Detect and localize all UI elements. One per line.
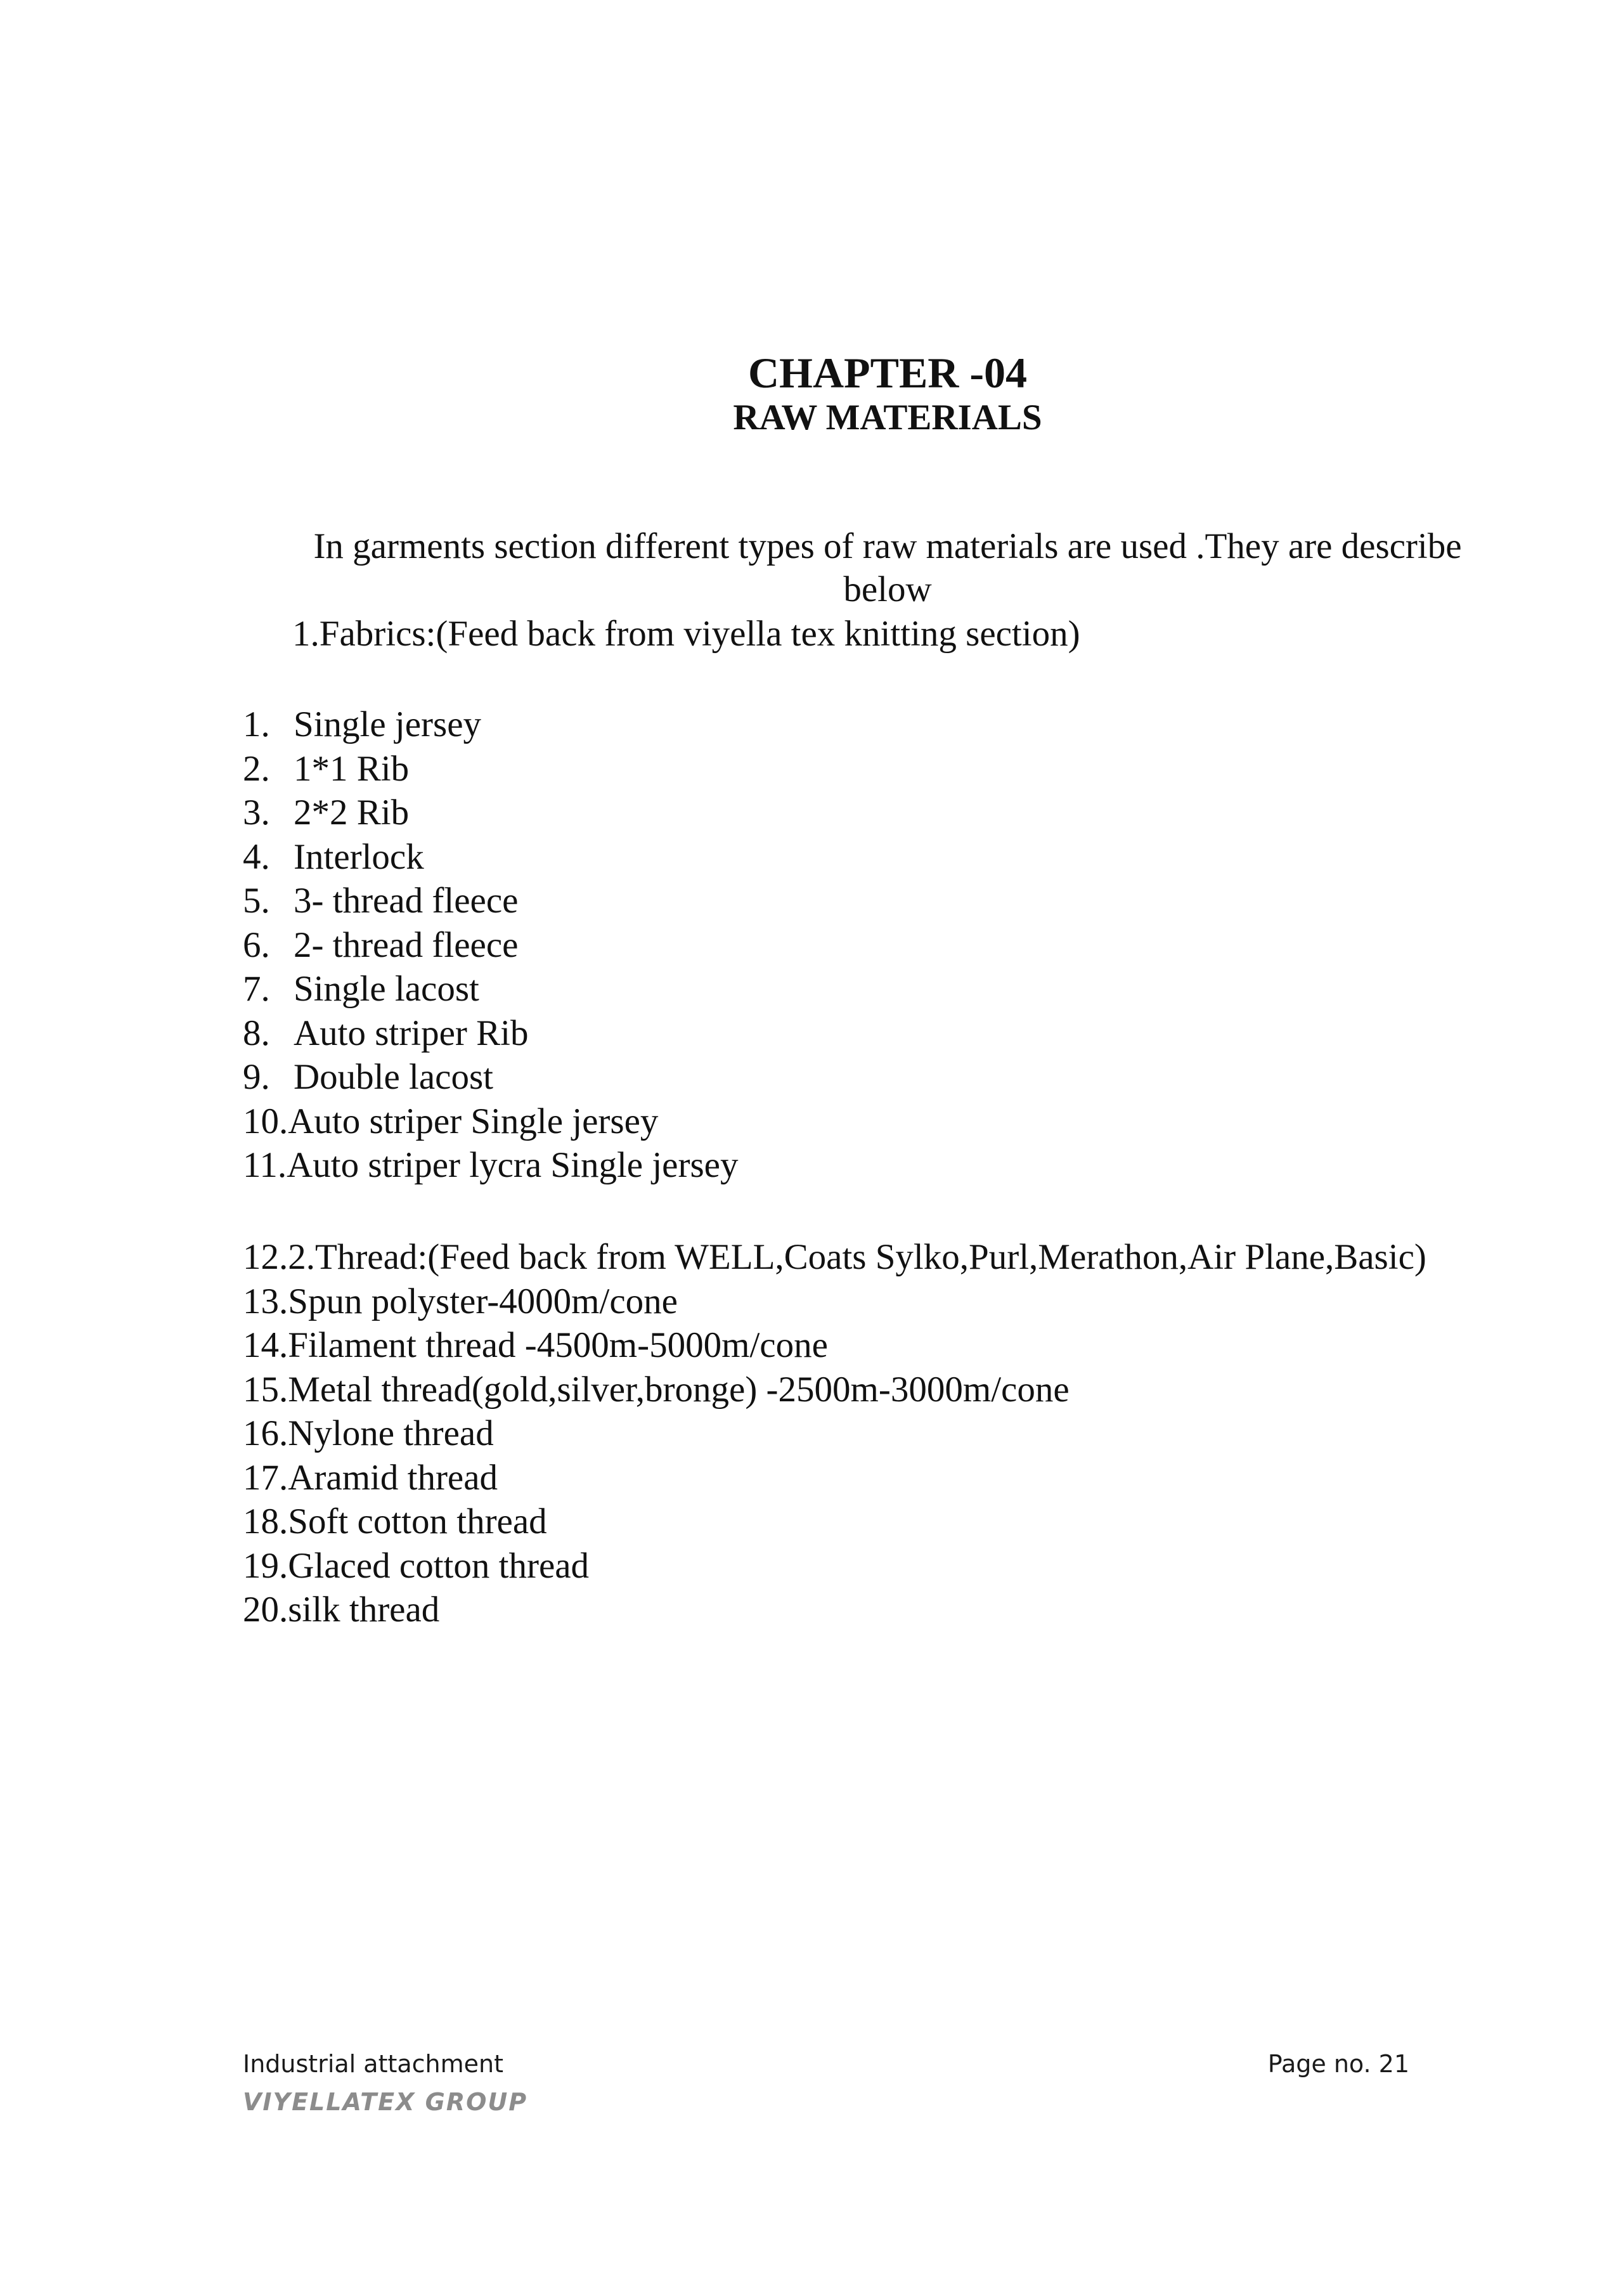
list-item-number: 2. bbox=[243, 748, 270, 789]
list-item-text: Auto striper Single jersey bbox=[288, 1101, 659, 1141]
list-item-text: 1*1 Rib bbox=[294, 748, 410, 789]
list-item-text: 3- thread fleece bbox=[294, 881, 519, 921]
list-item bbox=[243, 747, 738, 791]
list-item-text: Single lacost bbox=[294, 969, 479, 1009]
page-number: Page no. 21 bbox=[1267, 2050, 1409, 2078]
list-item-number: 7. bbox=[243, 969, 270, 1009]
list-item-text: Spun polyster-4000m/cone bbox=[288, 1281, 678, 1321]
list-item-text: Filament thread -4500m-5000m/cone bbox=[288, 1325, 828, 1365]
list-item-text: Metal thread(gold,silver,bronge) -2500m-3000m/cone bbox=[288, 1369, 1070, 1410]
list-item bbox=[243, 923, 738, 968]
list-item bbox=[243, 1235, 1426, 1280]
list-item-text: Glaced cotton thread bbox=[288, 1545, 590, 1586]
fabrics-heading: 1.Fabrics:(Feed back from viyella tex knitting section) bbox=[292, 614, 1080, 654]
list-item-text: 2- thread fleece bbox=[294, 924, 519, 965]
list-item-number: 15. bbox=[243, 1369, 288, 1410]
list-item bbox=[243, 1588, 1426, 1632]
intro-paragraph: In garments section different types of raw materials are used .They are describe below bbox=[313, 526, 1462, 609]
list-item bbox=[243, 791, 738, 835]
list-item-text: 2.Thread:(Feed back from WELL,Coats Sylko,Purl,Merathon,Air Plane,Basic) bbox=[288, 1237, 1426, 1277]
list-item bbox=[243, 1411, 1426, 1456]
list-item-number: 14. bbox=[243, 1325, 288, 1365]
list-item-number: 3. bbox=[243, 793, 270, 833]
threads-list bbox=[243, 1235, 1426, 1632]
list-item bbox=[243, 1368, 1426, 1412]
list-item-text: Nylone thread bbox=[288, 1413, 494, 1453]
list-item bbox=[243, 1456, 1426, 1500]
list-item bbox=[243, 879, 738, 923]
list-item-number: 17. bbox=[243, 1457, 288, 1498]
list-item bbox=[243, 967, 738, 1011]
footer-brand-logo: VIYELLATEX GROUP bbox=[243, 2088, 528, 2116]
list-item-number: 13. bbox=[243, 1281, 288, 1321]
list-item-text: Aramid thread bbox=[288, 1457, 498, 1498]
list-item-number: 20. bbox=[243, 1590, 288, 1630]
list-item bbox=[243, 1500, 1426, 1544]
chapter-title: CHAPTER -04 bbox=[747, 349, 1028, 397]
list-item-number: 4. bbox=[243, 836, 270, 877]
list-item bbox=[243, 1544, 1426, 1588]
list-item-text: 2*2 Rib bbox=[294, 793, 410, 833]
list-item bbox=[243, 1280, 1426, 1324]
list-item-number: 6. bbox=[243, 924, 270, 965]
list-item-number: 11. bbox=[243, 1145, 287, 1185]
list-item bbox=[243, 1055, 738, 1099]
list-item-number: 19. bbox=[243, 1545, 288, 1586]
list-item-number: 1. bbox=[243, 704, 270, 744]
list-item-number: 12. bbox=[243, 1237, 288, 1277]
chapter-subtitle: RAW MATERIALS bbox=[733, 398, 1042, 438]
list-item bbox=[243, 1099, 738, 1144]
list-item-number: 18. bbox=[243, 1501, 288, 1541]
footer-title: Industrial attachment bbox=[243, 2050, 504, 2078]
list-item-text: Auto striper Rib bbox=[294, 1013, 529, 1053]
list-item-number: 16. bbox=[243, 1413, 288, 1453]
list-item-number: 5. bbox=[243, 881, 270, 921]
list-item-text: Single jersey bbox=[294, 704, 482, 744]
list-item bbox=[243, 1011, 738, 1056]
list-item-text: Interlock bbox=[294, 836, 424, 877]
list-item bbox=[243, 1323, 1426, 1368]
list-item-number: 8. bbox=[243, 1013, 270, 1053]
list-item bbox=[243, 1143, 738, 1188]
list-item-number: 10. bbox=[243, 1101, 288, 1141]
list-item bbox=[243, 835, 738, 879]
list-item-text: silk thread bbox=[288, 1590, 440, 1630]
list-item-text: Double lacost bbox=[294, 1057, 494, 1097]
list-item-text: Auto striper lycra Single jersey bbox=[287, 1145, 739, 1185]
list-item-text: Soft cotton thread bbox=[288, 1501, 547, 1541]
fabrics-list bbox=[243, 703, 738, 1188]
list-item bbox=[243, 703, 738, 747]
list-item-number: 9. bbox=[243, 1057, 270, 1097]
